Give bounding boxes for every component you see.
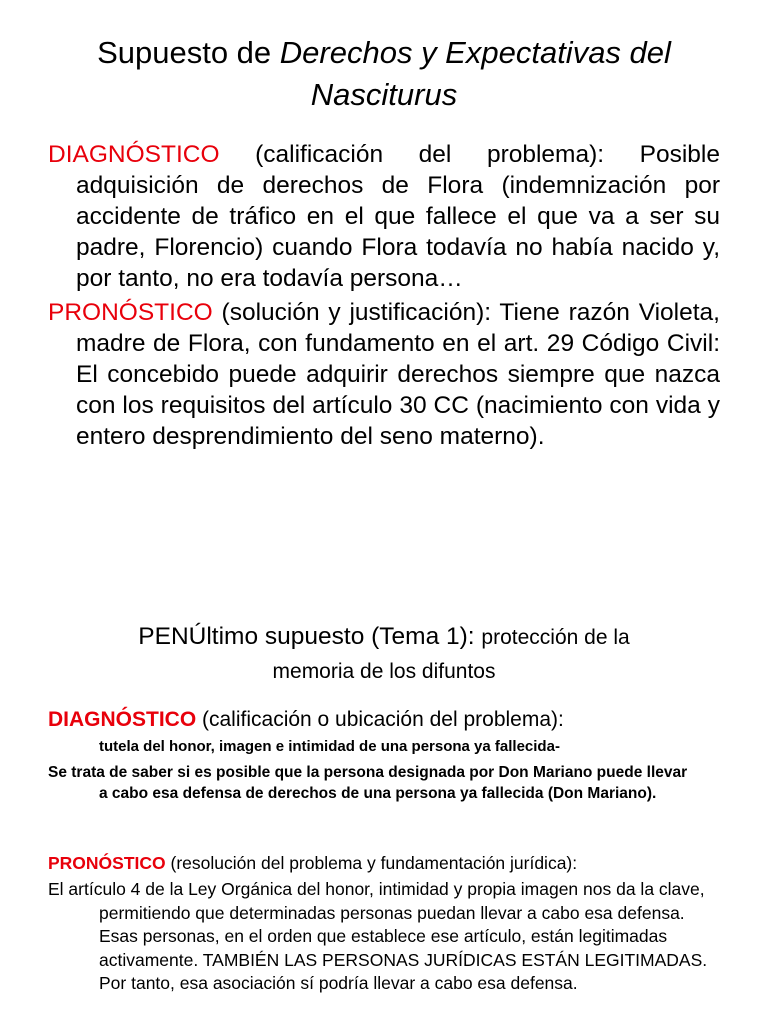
slide2-title-sub-line2: memoria de los difuntos — [272, 660, 496, 683]
slide1-title — [0, 32, 768, 116]
slide2-articulo-paragraph: El artículo 4 de la Ley Orgánica del honor, intimidad y propia imagen nos da la clave, permitiendo que determinadas personas puedan llevar a cabo esa defensa. Esas personas, en el orden que establece ese artículo, están legitimadas activamente. TAMBIÉN LAS PERSONAS JURÍDICAS ESTÁN LEGITIMADAS. Por tanto, esa asociación sí podría llevar a cabo esa defensa. — [48, 879, 708, 994]
slide2-diagnostico-text: (calificación o ubicación del problema): — [196, 708, 564, 731]
slide2-pronostico-label: PRONÓSTICO — [48, 853, 166, 873]
slide1-diagnostico-label: DIAGNÓSTICO — [48, 141, 220, 168]
slide1-title-italic-line2: Nasciturus — [310, 77, 458, 112]
slide2-pronostico-heading — [48, 851, 728, 875]
slide2-trata-paragraph: Se trata de saber si es posible que la persona designada por Don Mariano puede llevar a cabo esa defensa de derechos de una persona ya fallecida (Don Mariano). — [48, 764, 688, 802]
slide2-diagnostico-heading — [48, 706, 728, 734]
slide2-pronostico-text: (resolución del problema y fundamentación jurídica): — [165, 853, 578, 873]
slide1-pronostico-paragraph — [48, 297, 720, 452]
slide2-diagnostico-subtext: tutela del honor, imagen e intimidad de una persona ya fallecida- — [99, 738, 560, 755]
slide2-title — [0, 620, 768, 689]
slide2-title-sub-line1: protección de la — [481, 626, 630, 649]
slide1-title-prefix: Supuesto de — [97, 35, 280, 70]
slide1-title-italic-line1: Derechos y Expectativas del — [279, 35, 671, 70]
slide2-title-main: PENÚltimo supuesto (Tema 1): — [138, 623, 482, 650]
slide1-diagnostico-text: (calificación del problema): Posible adquisición de derechos de Flora (indemnización por accidente de tráfico en el que fallece el que va a ser su padre, Florencio) cuando Flora todavía no había nacido y, por tanto, no era todavía persona… — [76, 141, 720, 292]
slide1-diagnostico-paragraph — [48, 139, 720, 294]
slide1-pronostico-label: PRONÓSTICO — [48, 299, 213, 326]
slide2-diagnostico-label: DIAGNÓSTICO — [48, 708, 197, 731]
slide1-pronostico-text: (solución y justificación): Tiene razón Violeta, madre de Flora, con fundamento en el art. 29 Código Civil: El concebido puede adquirir derechos siempre que nazca con los requisitos del artículo 30 CC (nacimiento con vida y entero desprendimiento del seno materno). — [76, 299, 720, 450]
